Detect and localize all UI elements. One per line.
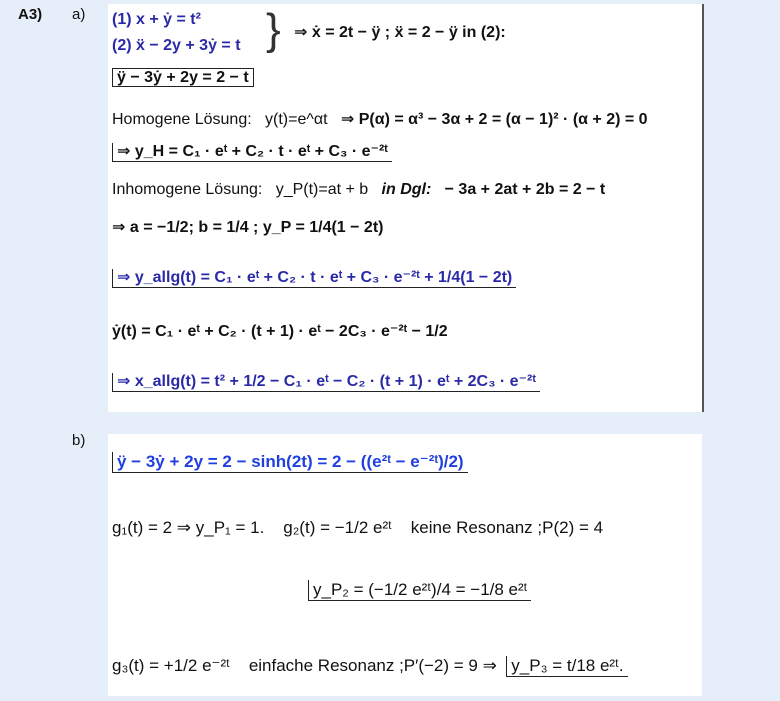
ode-with-sinh: ÿ − 3ẏ + 2y = 2 − sinh(2t) = 2 − ((e²ᵗ − e⁻²ᵗ)/2) xyxy=(112,452,468,473)
g3-resonance-note: einfache Resonanz ;P′(−2) = 9 ⇒ xyxy=(248,656,497,675)
characteristic-polynomial: ⇒ P(α) = α³ − 3α + 2 = (α − 1)² · (α + 2) = 0 xyxy=(340,111,648,128)
inhomogeneous-ansatz: y_P(t)=at + b xyxy=(275,181,369,198)
g2-resonance-note: keine Resonanz ;P(2) = 4 xyxy=(410,518,604,537)
part-a-panel xyxy=(108,4,704,412)
derived-relations: ⇒ ẋ = 2t − ÿ ; ẍ = 2 − ÿ in (2): xyxy=(294,24,506,41)
homogeneous-label: Homogene Lösung: xyxy=(112,111,252,128)
homogeneous-solution: ⇒ y_H = C₁ · eᵗ + C₂ · t · eᵗ + C₃ · e⁻²ᵗ xyxy=(112,143,392,162)
y-p3-solution: y_P₃ = t/18 e²ᵗ. xyxy=(506,656,627,677)
inhomogeneous-label: Inhomogene Lösung: xyxy=(112,181,263,198)
task-label: A3) xyxy=(18,6,43,23)
inhomogeneous-equation: − 3a + 2at + 2b = 2 − t xyxy=(444,181,606,198)
system-brace: } xyxy=(266,5,281,54)
part-b-label: b) xyxy=(72,432,86,449)
general-solution-y: ⇒ y_allg(t) = C₁ · eᵗ + C₂ · t · eᵗ + C₃ · e⁻²ᵗ + 1/4(1 − 2t) xyxy=(112,269,516,288)
g2-term: g₂(t) = −1/2 e²ᵗ xyxy=(283,518,392,537)
y-p2-solution: y_P₂ = (−1/2 e²ᵗ)/4 = −1/8 e²ᵗ xyxy=(308,580,531,601)
coefficients: ⇒ a = −1/2; b = 1/4 ; y_P = 1/4(1 − 2t) xyxy=(112,219,384,236)
y-derivative: ẏ(t) = C₁ · eᵗ + C₂ · (t + 1) · eᵗ − 2C₃ · e⁻²ᵗ − 1/2 xyxy=(112,323,448,340)
equation-1: (1) x + ẏ = t² xyxy=(112,11,201,28)
in-dgl-label: in Dgl: xyxy=(381,181,432,198)
equation-2: (2) ẍ − 2y + 3ẏ = t xyxy=(112,37,241,54)
general-solution-x: ⇒ x_allg(t) = t² + 1/2 − C₁ · eᵗ − C₂ · (t + 1) · eᵗ + 2C₃ · e⁻²ᵗ xyxy=(112,373,540,392)
g3-term: g₃(t) = +1/2 e⁻²ᵗ xyxy=(112,656,230,675)
combined-ode: ÿ − 3ẏ + 2y = 2 − t xyxy=(112,68,254,87)
g1-term: g₁(t) = 2 ⇒ y_P₁ = 1. xyxy=(112,518,265,537)
part-a-label: a) xyxy=(72,6,86,23)
homogeneous-ansatz: y(t)=e^αt xyxy=(265,111,328,128)
part-b-panel xyxy=(108,434,702,696)
